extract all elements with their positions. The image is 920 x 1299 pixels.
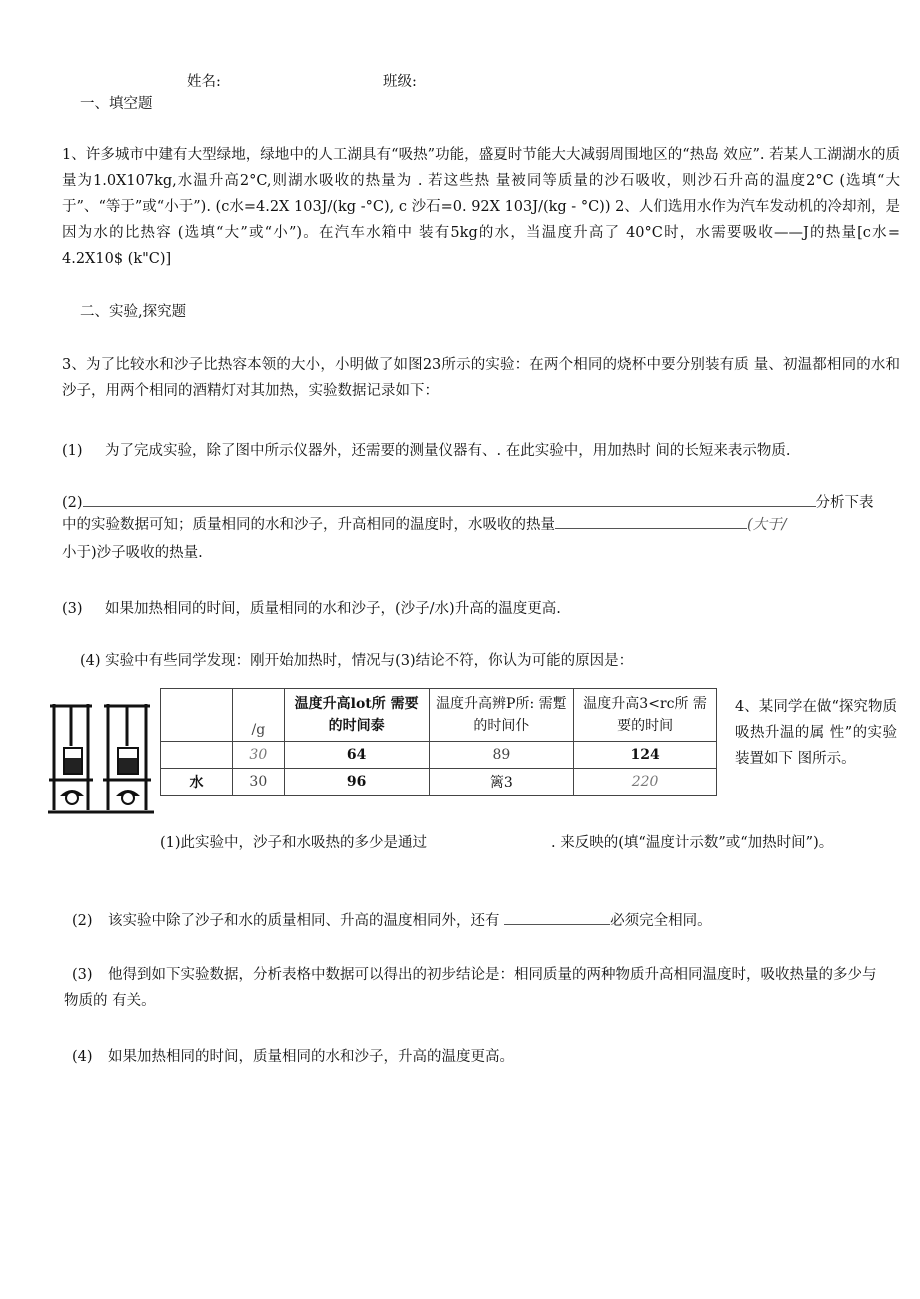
apparatus-figure: [46, 700, 158, 818]
table-cell: 89: [429, 742, 574, 769]
q4-4-number: (4): [72, 1049, 93, 1065]
table-cell: 220: [574, 769, 717, 796]
table-cell: 124: [574, 742, 717, 769]
question-1-2: 1、许多城市中建有大型绿地，绿地中的人工湖具有“吸热”功能，盛夏时节能大大减弱周围地区的“热岛 效应”. 若某人工湖湖水的质量为1.0X107kg,水温升高2°C,则湖水吸收的热量为 . 若这些热 量被同等质量的沙石吸收，则沙石升高的温度2°C (选填“大于”、“等于”或“小于”). (c水=4.2X 103J/(kg -°C), c 沙石=0. 92X 103J/(kg - °C)) 2、人们选用水作为汽车发动机的冷却剂，是因为水的比热容 (选填“大”或“小”)。在汽车水箱中 装有5kg的水，当温度升高了 40°C时，水需要吸收——J的热量[c水= 4.2X10$ (k"C)]: [62, 147, 900, 267]
table-cell: 30: [232, 742, 284, 769]
q3-2-line2: [62, 512, 900, 538]
q3-3-number: (3): [62, 601, 83, 617]
q4-3-text: 他得到如下实验数据，分析表格中数据可以得出的初步结论是：相同质量的两种物质升高相同温度时，吸收热量的多少与物质的 有关。: [64, 967, 877, 1009]
section1-title: 一、填空题: [80, 96, 153, 112]
table-cell: 水: [161, 769, 233, 796]
table-row: [161, 769, 717, 796]
class-label: 班级:: [383, 74, 417, 90]
q4-part-2: [108, 908, 898, 934]
q3-1-text: 为了完成实验，除了图中所示仪器外，还需要的测量仪器有、. 在此实验中，用加热时 间的长短来表示物质.: [105, 443, 791, 459]
q4-2-number: (2): [72, 913, 93, 929]
q3-2-text-e: 沙子吸收的热量.: [96, 545, 203, 561]
q4-2-text-b: 必须完全相同。: [610, 913, 712, 929]
q3-2-number: (2): [62, 495, 83, 511]
q3-4-text: (4) 实验中有些同学发现：刚开始加热时，情况与(3)结论不符，你认为可能的原因是：: [80, 653, 634, 669]
q3-2-text-a: 分析下表: [815, 495, 874, 511]
table-row: [161, 742, 717, 769]
data-table: [160, 688, 717, 796]
section2-title: 二、实验,探究题: [80, 304, 187, 320]
question-3-intro: 3、为了比较水和沙子比热容本领的大小，小明做了如图23所示的实验：在两个相同的烧杯中要分别装有质 量、初温都相同的水和沙子，用两个相同的酒精灯对其加热，实验数据记录如下：: [62, 357, 900, 399]
q3-1-number: (1): [62, 443, 83, 459]
answer-blank[interactable]: [83, 490, 816, 507]
q3-3-text: 如果加热相同的时间，质量相同的水和沙子，(沙子/水)升高的温度更高.: [105, 601, 561, 617]
q4-3-number: (3): [72, 967, 93, 983]
header-cell: 温度升高辨P所: 需蹔的时间仆: [429, 689, 574, 742]
q4-1-text-a: (1)此实验中，沙子和水吸热的多少是通过: [160, 835, 428, 851]
q4-1-text-b: . 来反映的(填“温度计示数”或“加热时间”)。: [551, 835, 834, 851]
header-cell: [161, 689, 233, 742]
q4-2-text-a: 该实验中除了沙子和水的质量相同、升高的温度相同外，还有: [108, 913, 500, 929]
table-cell: 64: [284, 742, 429, 769]
name-label: 姓名:: [187, 74, 221, 90]
header-cell: /g: [232, 689, 284, 742]
q3-2-text-c: (大于/: [747, 517, 787, 533]
table-header-row: [161, 689, 717, 742]
answer-blank[interactable]: [555, 512, 747, 529]
table-cell: 篱3: [429, 769, 574, 796]
q4-4-text: 如果加热相同的时间，质量相同的水和沙子，升高的温度更高。: [108, 1049, 514, 1065]
table-cell: 30: [232, 769, 284, 796]
header-cell: 温度升高lot所 需要的时间泰: [284, 689, 429, 742]
q3-2-text-d: 小于): [62, 545, 97, 561]
table-cell: [161, 742, 233, 769]
q3-2-line3: [62, 540, 203, 566]
header-cell: 温度升高3<rc所 需要的时间: [574, 689, 717, 742]
answer-blank[interactable]: [504, 908, 610, 925]
table-cell: 96: [284, 769, 429, 796]
q4-part-1: [160, 830, 890, 856]
q4-intro: 4、某同学在做“探究物质吸热升温的属 性”的实验装置如下 图所示。: [735, 699, 897, 767]
q3-2-text-b: 中的实验数据可知；质量相同的水和沙子，升高相同的温度时，水吸收的热量: [62, 517, 555, 533]
